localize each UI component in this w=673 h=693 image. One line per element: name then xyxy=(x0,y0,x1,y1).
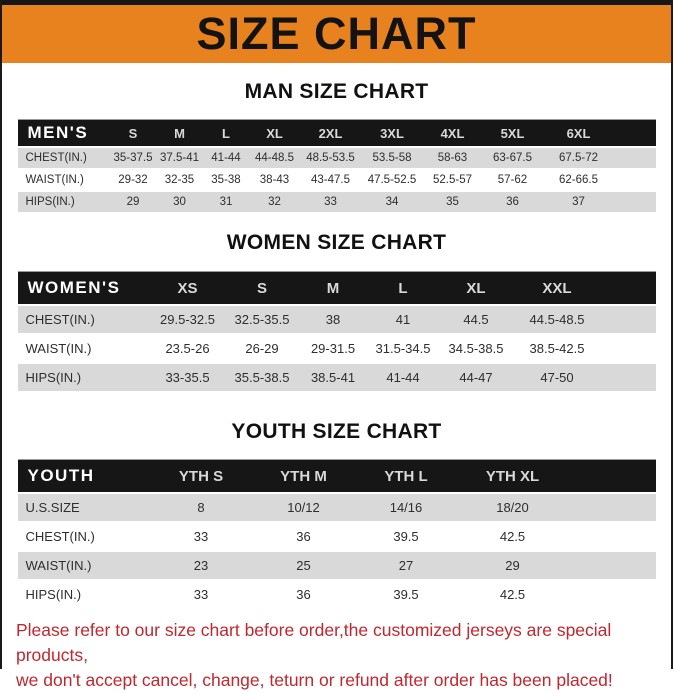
table-cell: 23.5-26 xyxy=(165,341,210,356)
table-cell: 32 xyxy=(250,191,300,213)
column-header: 6XL xyxy=(543,120,615,148)
table-cell: 14/16 xyxy=(355,493,458,522)
column-header: XS xyxy=(150,272,226,306)
table-cell: 44-47 xyxy=(439,363,514,392)
table-row xyxy=(18,305,656,334)
table-row xyxy=(18,522,656,551)
row-label: HIPS(IN.) xyxy=(25,587,82,602)
table-cell xyxy=(615,191,656,213)
table-cell: 8 xyxy=(150,493,253,522)
column-header: YTH L xyxy=(355,460,458,494)
table-cell: 38.5-42.5 xyxy=(529,341,585,356)
table-cell xyxy=(568,580,656,609)
size-chart-banner xyxy=(0,5,673,63)
table-cell: 36 xyxy=(296,529,311,544)
table-cell: 47.5-52.5 xyxy=(367,174,417,186)
table-cell: 30 xyxy=(157,191,203,213)
row-label: CHEST(IN.) xyxy=(18,305,150,334)
header-filler xyxy=(615,120,656,148)
table-cell: 34.5-38.5 xyxy=(448,341,504,356)
youth-size-table xyxy=(18,459,656,610)
table-cell: 41 xyxy=(368,305,439,334)
table-row xyxy=(18,551,656,580)
table-row xyxy=(18,334,656,363)
youth-table-header-row xyxy=(18,460,656,494)
table-cell xyxy=(601,334,656,363)
table-cell: 38.5-41 xyxy=(299,363,368,392)
table-cell xyxy=(615,169,656,191)
table-cell: 35.5-38.5 xyxy=(226,363,299,392)
table-cell: 35-37.5 xyxy=(110,147,157,169)
table-cell: 41-44 xyxy=(368,363,439,392)
table-row xyxy=(18,493,656,522)
table-cell: 38-43 xyxy=(259,174,290,186)
table-cell: 29 xyxy=(110,191,157,213)
women-table-corner-label: WOMEN'S xyxy=(18,272,150,306)
table-cell xyxy=(601,305,656,334)
header-filler xyxy=(601,272,656,306)
disclaimer-line-1: Please refer to our size chart before order,the customized jerseys are special products, xyxy=(16,620,612,665)
women-size-chart-heading: WOMEN SIZE CHART xyxy=(226,231,447,254)
column-header: 2XL xyxy=(300,120,362,148)
row-label: CHEST(IN.) xyxy=(18,147,110,169)
table-cell xyxy=(601,363,656,392)
table-cell: 36 xyxy=(483,191,543,213)
man-size-chart-heading: MAN SIZE CHART xyxy=(244,80,429,103)
men-table-header-row xyxy=(18,120,656,148)
table-cell: 47-50 xyxy=(514,363,601,392)
table-cell: 62-66.5 xyxy=(558,174,598,186)
column-header: L xyxy=(368,272,439,306)
table-cell: 29-32 xyxy=(118,174,148,186)
table-cell: 26-29 xyxy=(245,341,279,356)
row-label: HIPS(IN.) xyxy=(18,191,110,213)
table-cell: 36 xyxy=(296,587,311,602)
table-cell xyxy=(568,551,656,580)
table-cell: 38 xyxy=(299,305,368,334)
table-cell: 39.5 xyxy=(393,529,419,544)
women-size-table xyxy=(18,271,656,393)
table-cell: 35 xyxy=(423,191,483,213)
table-cell: 58-63 xyxy=(423,147,483,169)
table-row xyxy=(18,169,656,191)
table-row xyxy=(18,363,656,392)
youth-table-corner-label: YOUTH xyxy=(18,460,150,494)
left-edge-border xyxy=(0,0,2,669)
men-size-table xyxy=(18,119,656,214)
table-cell: 44-48.5 xyxy=(250,147,300,169)
column-header: XL xyxy=(439,272,514,306)
table-cell: 33 xyxy=(300,191,362,213)
table-cell: 29-31.5 xyxy=(310,341,356,356)
table-cell: 10/12 xyxy=(253,493,355,522)
table-cell: 23 xyxy=(150,551,253,580)
table-cell: 33 xyxy=(193,587,209,602)
table-cell: 42.5 xyxy=(499,587,526,602)
column-header: YTH M xyxy=(253,460,355,494)
men-table-corner-label: MEN'S xyxy=(18,120,110,148)
header-filler xyxy=(568,460,656,494)
row-label: WAIST(IN.) xyxy=(25,341,92,356)
table-cell: 27 xyxy=(355,551,458,580)
column-header: L xyxy=(203,120,250,148)
column-header: 3XL xyxy=(362,120,423,148)
table-row xyxy=(18,147,656,169)
row-label: WAIST(IN.) xyxy=(25,174,84,186)
column-header: M xyxy=(157,120,203,148)
table-row xyxy=(18,580,656,609)
row-label: HIPS(IN.) xyxy=(18,363,150,392)
column-header: XXL xyxy=(514,272,601,306)
table-cell: 18/20 xyxy=(458,493,568,522)
table-cell: 25 xyxy=(253,551,355,580)
table-cell: 52.5-57 xyxy=(432,174,472,186)
table-cell: 34 xyxy=(362,191,423,213)
table-cell: 35-38 xyxy=(211,174,241,186)
row-label: WAIST(IN.) xyxy=(18,551,150,580)
table-cell: 32.5-35.5 xyxy=(226,305,299,334)
row-label: U.S.SIZE xyxy=(18,493,150,522)
column-header: XL xyxy=(250,120,300,148)
disclaimer-line-2: we don't accept cancel, change, teturn or refund after order has been placed! xyxy=(16,670,613,690)
table-cell: 63-67.5 xyxy=(483,147,543,169)
table-cell: 48.5-53.5 xyxy=(300,147,362,169)
table-cell: 33-35.5 xyxy=(150,363,226,392)
table-cell: 41-44 xyxy=(203,147,250,169)
table-cell: 39.5 xyxy=(393,587,419,602)
column-header: YTH S xyxy=(150,460,253,494)
table-cell: 43-47.5 xyxy=(310,174,350,186)
column-header: S xyxy=(110,120,157,148)
table-cell: 57-62 xyxy=(497,174,528,186)
column-header: S xyxy=(226,272,299,306)
table-cell: 37.5-41 xyxy=(157,147,203,169)
table-cell xyxy=(615,147,656,169)
table-cell: 42.5 xyxy=(499,529,526,544)
table-cell: 31.5-34.5 xyxy=(375,341,431,356)
women-table-header-row xyxy=(18,272,656,306)
table-cell: 32-35 xyxy=(164,174,195,186)
table-row xyxy=(18,191,656,213)
table-cell: 29 xyxy=(458,551,568,580)
youth-size-chart-heading: YOUTH SIZE CHART xyxy=(231,420,442,443)
column-header: 4XL xyxy=(423,120,483,148)
column-header: 5XL xyxy=(483,120,543,148)
table-cell: 33 xyxy=(193,529,209,544)
row-label: CHEST(IN.) xyxy=(25,529,95,544)
table-cell: 31 xyxy=(203,191,250,213)
table-cell: 53.5-58 xyxy=(362,147,423,169)
table-cell: 37 xyxy=(543,191,615,213)
column-header: YTH XL xyxy=(458,460,568,494)
order-disclaimer xyxy=(16,618,673,693)
table-cell: 44.5 xyxy=(439,305,514,334)
table-cell: 67.5-72 xyxy=(543,147,615,169)
table-cell xyxy=(568,493,656,522)
table-cell: 29.5-32.5 xyxy=(150,305,226,334)
page-title: SIZE CHART xyxy=(196,8,477,59)
column-header: M xyxy=(299,272,368,306)
table-cell: 44.5-48.5 xyxy=(514,305,601,334)
table-cell xyxy=(568,522,656,551)
